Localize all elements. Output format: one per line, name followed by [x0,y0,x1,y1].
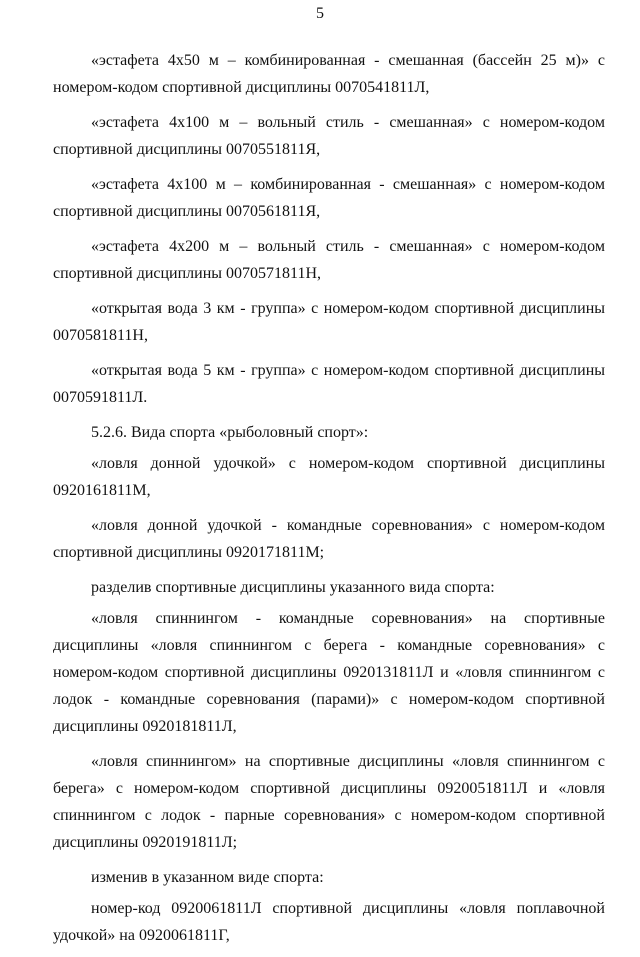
paragraph-changing-intro: изменив в указанном виде спорта: [91,869,324,886]
page-number: 5 [316,5,324,22]
paragraph-bottom-rod: «ловля донной удочкой» с номером-кодом спортивной дисциплины 0920161811М, [53,455,605,499]
paragraph-spinning-split: «ловля спиннингом» на спортивные дисциплины «ловля спиннингом с берега» с номером-кодом спортивной дисциплины 0920051811Л и «ловля спиннингом с лодок - парные соревнования» с номером-кодом спортивной дисциплины 0920191811Л; [53,753,605,851]
paragraph-float-rod-code-change: номер-код 0920061811Л спортивной дисциплины «ловля поплавочной удочкой» на 0920061811Г, [53,900,605,944]
paragraph-relay-4x200-freestyle: «эстафета 4х200 м – вольный стиль - смешанная» с номером-кодом спортивной дисциплины 0070571811Н, [53,238,605,282]
section-heading-fishing-sport: 5.2.6. Вида спорта «рыболовный спорт»: [91,424,369,441]
paragraph-relay-4x100-freestyle: «эстафета 4х100 м – вольный стиль - смешанная» с номером-кодом спортивной дисциплины 0070551811Я, [53,114,605,158]
document-body [53,47,605,957]
paragraph-open-water-5km: «открытая вода 5 км - группа» с номером-кодом спортивной дисциплины 0070591811Л. [53,362,605,406]
paragraph-relay-4x100-medley: «эстафета 4х100 м – комбинированная - смешанная» с номером-кодом спортивной дисциплины 0070561811Я, [53,176,605,220]
paragraph-spinning-team-split: «ловля спиннингом - командные соревнования» на спортивные дисциплины «ловля спиннингом с берега - командные соревнования» с номером-кодом спортивной дисциплины 0920131811Л и «ловля спиннингом с лодок - командные соревнования (парами)» с номером-кодом спортивной дисциплины 0920181811Л, [53,610,605,735]
paragraph-relay-4x50-medley: «эстафета 4х50 м – комбинированная - смешанная (бассейн 25 м)» с номером-кодом спортивной дисциплины 0070541811Л, [53,52,605,96]
paragraph-bottom-rod-team: «ловля донной удочкой - командные соревнования» с номером-кодом спортивной дисциплины 0920171811М; [53,517,605,561]
paragraph-splitting-intro: разделив спортивные дисциплины указанного вида спорта: [91,579,495,596]
paragraph-open-water-3km: «открытая вода 3 км - группа» с номером-кодом спортивной дисциплины 0070581811Н, [53,300,605,344]
